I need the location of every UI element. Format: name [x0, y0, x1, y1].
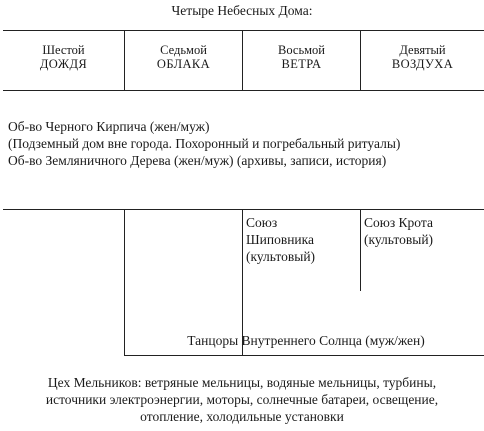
inner-sun-dancers: Танцоры Внутреннего Солнца (муж/жен) [187, 333, 425, 348]
house-cloud [125, 43, 242, 71]
house-rain [3, 43, 124, 71]
house-rain-ordinal: Шестой [42, 43, 85, 57]
house-wind [243, 43, 360, 71]
society-notes [8, 118, 400, 169]
union-mole-line-2: (культовый) [364, 232, 434, 247]
house-wind-ordinal: Восьмой [278, 43, 325, 57]
house-cloud-ordinal: Седьмой [160, 43, 207, 57]
union-rosehip-line-3: (культовый) [246, 249, 316, 264]
union-rosehip [246, 214, 315, 265]
house-cloud-name: ОБЛАКА [156, 57, 211, 71]
house-wind-name: ВЕТРА [281, 57, 322, 71]
house-air [361, 43, 484, 71]
unions-bottom-rule [124, 355, 484, 356]
guild-line-2: источники электроэнергии, моторы, солнечные батареи, освещение, [45, 392, 439, 407]
houses-top-rule [3, 30, 484, 31]
millers-guild [0, 374, 484, 425]
unions-divider-3 [360, 209, 361, 291]
house-air-name: ВОЗДУХА [391, 57, 454, 71]
guild-line-1: Цех Мельников: ветряные мельницы, водяные мельницы, турбины, [47, 375, 437, 390]
page-title: Четыре Небесных Дома: [171, 3, 313, 18]
union-rosehip-line-1: Союз [246, 215, 278, 230]
note-black-brick: Об-во Черного Кирпича (жен/муж) [8, 119, 210, 134]
house-rain-name: ДОЖДЯ [39, 57, 88, 71]
house-air-ordinal: Девятый [399, 43, 446, 57]
union-rosehip-line-2: Шиповника [246, 232, 314, 247]
houses-bottom-rule [3, 90, 484, 91]
note-strawberry-tree: Об-во Земляничного Дерева (жен/муж) (архивы, записи, история) [8, 153, 387, 168]
note-underground-house: (Подземный дом вне города. Похоронный и погребальный ритуалы) [8, 136, 401, 151]
unions-top-rule [3, 209, 484, 210]
union-mole-line-1: Союз Крота [364, 215, 433, 230]
guild-line-3: отопление, холодильные установки [140, 409, 344, 424]
union-mole [364, 214, 433, 248]
